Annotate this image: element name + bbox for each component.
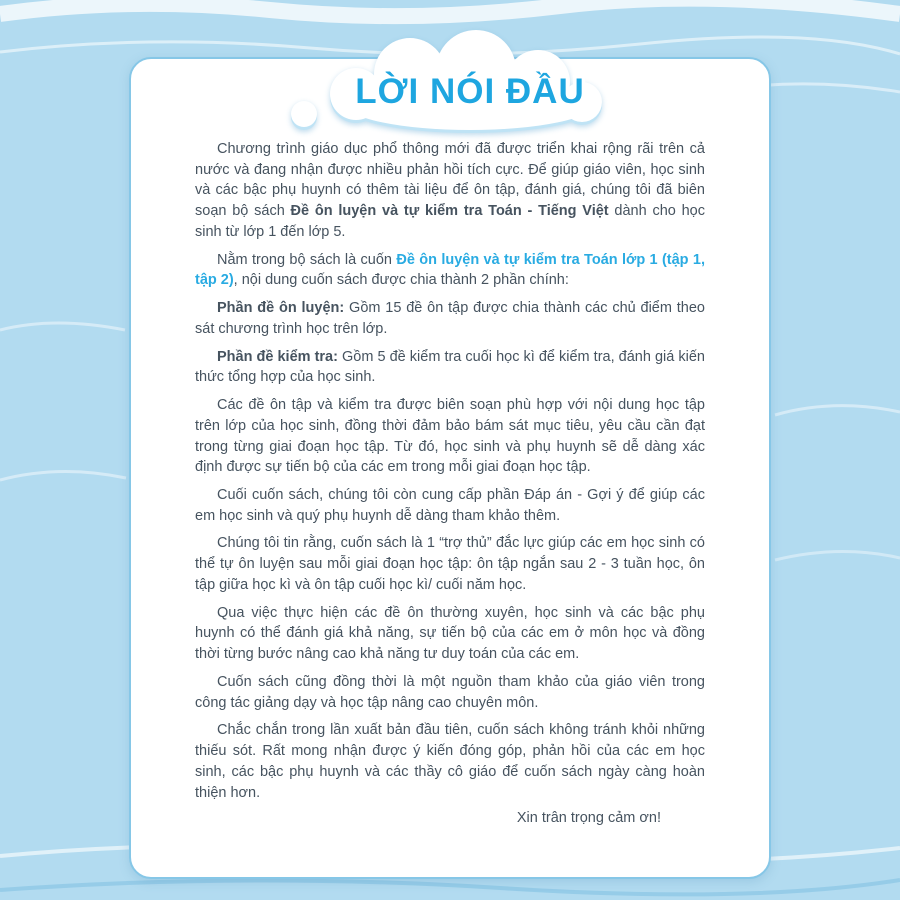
- text-segment: Gồm 5 đề kiểm tra cuối học kì để kiểm tra, đánh giá kiến thức tổng hợp của học sinh.: [195, 348, 705, 386]
- text-segment: Chúng tôi tin rằng, cuốn sách là 1 “trợ thủ” đắc lực giúp các em học sinh có thể tự ôn luyện sau mỗi giai đoạn học tập: ôn tập ngắn sau 2 - 3 tuần học, ôn tập giữa học kì và ôn tập cuối học kì/ cuối năm học.: [195, 535, 705, 593]
- text-segment: Phần đề ôn luyện:: [217, 300, 345, 317]
- text-segment: dành cho học sinh từ lớp 1 đến lớp 5.: [195, 203, 705, 240]
- preface-content: [131, 59, 769, 877]
- text-segment: Nằm trong bộ sách là cuốn: [217, 251, 397, 268]
- preface-paragraphs: [195, 139, 705, 803]
- text-segment: Cuốn sách cũng đồng thời là một nguồn tham khảo của giáo viên trong công tác giảng dạy và học tập nâng cao chuyên môn.: [195, 673, 705, 711]
- paragraph: [195, 298, 705, 339]
- text-segment: Cuối cuốn sách, chúng tôi còn cung cấp phần Đáp án - Gợi ý để giúp các em học sinh và quý phụ huynh dễ dàng tham khảo thêm.: [195, 487, 705, 524]
- paragraph: [195, 250, 705, 291]
- text-segment: Đề ôn luyện và tự kiểm tra Toán - Tiếng Việt: [290, 203, 609, 220]
- paragraph: [195, 533, 705, 595]
- paragraph: [195, 139, 705, 243]
- text-segment: Qua việc thực hiện các đề ôn thường xuyên, học sinh và các bậc phụ huynh có thể đánh giá khả năng, sự tiến bộ của các em ở môn học và đồng thời từng bước nâng cao khả năng tư duy toán của các em.: [195, 604, 705, 663]
- paragraph: [195, 672, 705, 713]
- paragraph: [195, 720, 705, 803]
- text-segment: , nội dung cuốn sách được chia thành 2 phần chính:: [233, 272, 569, 289]
- text-segment: Chắc chắn trong lần xuất bản đầu tiên, cuốn sách không tránh khỏi những thiếu sót. Rất mong nhận được ý kiến đóng góp, phản hồi của các em học sinh, các bậc phụ huynh và các thầy cô giáo để cuốn sách ngày càng hoàn thiện hơn.: [195, 722, 705, 801]
- page-title: LỜI NÓI ĐẦU: [355, 72, 585, 111]
- text-segment: Đề ôn luyện và tự kiểm tra Toán lớp 1 (tập 1, tập 2): [195, 251, 706, 289]
- book-page: [129, 57, 771, 879]
- paragraph: [195, 395, 705, 478]
- text-segment: Chương trình giáo dục phổ thông mới đã được triển khai rộng rãi trên cả nước và đang nhận được nhiều phản hồi tích cực. Để giúp giáo viên, học sinh và các bậc phụ huynh có thêm tài liệu để ôn tập, đánh giá, chúng tôi đã biên soạn bộ sách: [195, 141, 705, 220]
- text-segment: Các đề ôn tập và kiểm tra được biên soạn phù hợp với nội dung học tập trên lớp của học sinh, đồng thời đảm bảo bám sát mục tiêu, yêu cầu cần đạt trong từng giai đoạn học tập. Từ đó, học sinh và phụ huynh sẽ dễ dàng xác định được sự tiến bộ của các em trong mỗi giai đoạn học tập.: [195, 397, 705, 476]
- cloud-header: [278, 28, 622, 140]
- closing-line: Xin trân trọng cảm ơn!: [516, 810, 661, 827]
- paragraph: [195, 347, 705, 388]
- paragraph: [195, 603, 705, 665]
- paragraph: [195, 485, 705, 526]
- text-segment: Gồm 15 đề ôn tập được chia thành các chủ điểm theo sát chương trình học trên lớp.: [195, 300, 705, 337]
- text-segment: Phần đề kiểm tra:: [217, 348, 338, 365]
